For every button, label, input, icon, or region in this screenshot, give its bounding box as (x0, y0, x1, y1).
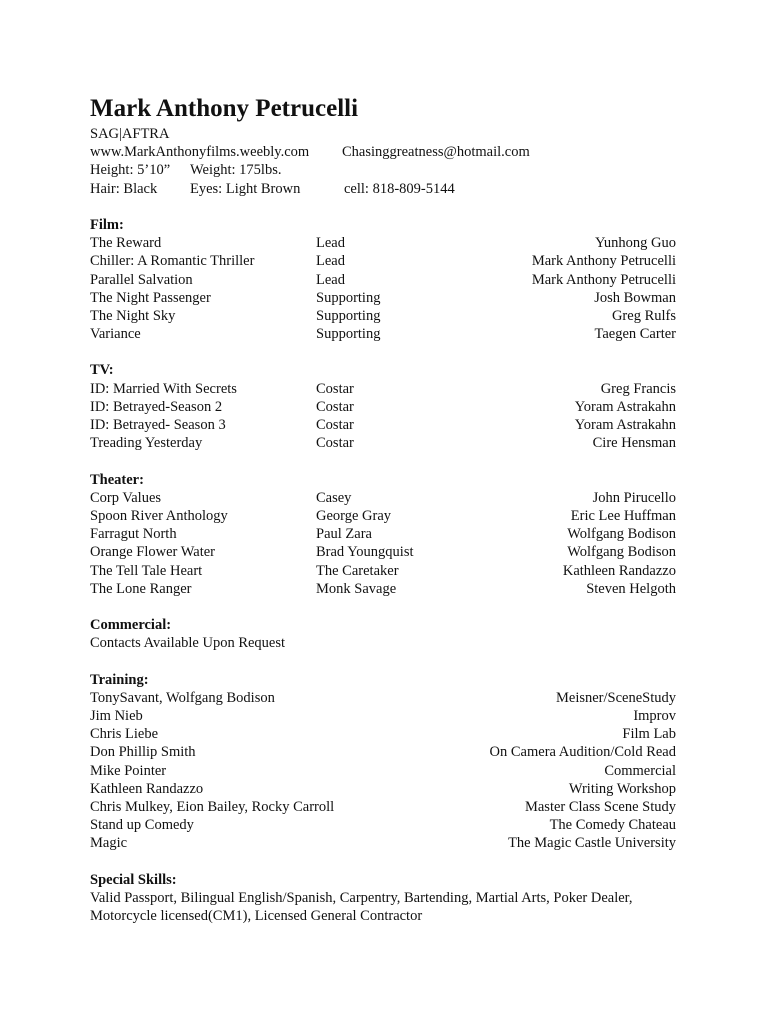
hair-text: Hair: Black (90, 180, 158, 197)
eyes-text: Eyes: Light Brown (190, 180, 301, 197)
tv-director: Yoram Astrakahn (574, 417, 676, 433)
contact-line (90, 143, 676, 161)
theater-role: The Caretaker (316, 562, 399, 579)
tv-director: Cire Hensman (592, 435, 676, 452)
theater-title: The Tell Tale Heart (90, 562, 203, 579)
theater-credit-row (90, 525, 676, 543)
theater-title: Spoon River Anthology (90, 507, 228, 524)
tv-credit-row (90, 380, 676, 398)
film-title: The Night Passenger (90, 289, 211, 306)
training-credit-row (90, 689, 676, 707)
tv-director: Greg Francis (600, 380, 676, 397)
measurements-line (90, 161, 676, 179)
training-course: Writing Workshop (568, 780, 676, 797)
film-role: Supporting (316, 326, 381, 343)
tv-role: Costar (316, 398, 354, 415)
film-credit-row (90, 289, 676, 307)
film-director: Yunhong Guo (595, 235, 676, 252)
training-course: Film Lab (622, 726, 676, 743)
special-skills-text: Valid Passport, Bilingual English/Spanish, Carpentry, Bartending, Martial Arts, Poker Dealer, Motorcycle licensed(CM1), Licensed General Contractor (90, 889, 633, 925)
film-director: Greg Rulfs (611, 307, 676, 324)
tv-credit-row (90, 398, 676, 416)
tv-title: Treading Yesterday (90, 435, 203, 452)
film-director: Mark Anthony Petrucelli (531, 271, 676, 288)
film-role: Lead (316, 235, 345, 252)
film-heading: Film: (90, 216, 124, 233)
theater-role: Monk Savage (316, 580, 397, 597)
training-course: Master Class Scene Study (524, 798, 676, 815)
theater-director: Wolfgang Bodison (567, 526, 676, 543)
special-skills-heading: Special Skills: (90, 871, 177, 888)
appearance-line (90, 180, 676, 198)
film-director: Mark Anthony Petrucelli (531, 253, 676, 270)
training-course: Improv (633, 708, 676, 724)
theater-credit-row (90, 507, 676, 525)
theater-title: Farragut North (90, 526, 177, 543)
tv-credit-row (90, 434, 676, 452)
training-course: Meisner/SceneStudy (555, 689, 676, 706)
theater-role: George Gray (316, 507, 392, 524)
training-course: Commercial (604, 762, 676, 779)
film-title: Chiller: A Romantic Thriller (90, 253, 255, 270)
film-credit-row (90, 252, 676, 270)
theater-role: Paul Zara (316, 526, 372, 543)
theater-credit-row (90, 543, 676, 561)
theater-credit-row (90, 580, 676, 598)
film-role: Lead (316, 271, 345, 288)
website-link[interactable]: www.MarkAnthonyfilms.weebly.com (90, 144, 310, 161)
training-instructor: Mike Pointer (90, 762, 167, 779)
tv-role: Costar (316, 380, 354, 397)
theater-title: Corp Values (90, 489, 162, 506)
theater-role: Casey (316, 489, 352, 506)
film-credit-row (90, 234, 676, 252)
commercial-text: Contacts Available Upon Request (90, 635, 286, 652)
film-credit-row (90, 325, 676, 343)
training-instructor: Chris Mulkey, Eion Bailey, Rocky Carroll (90, 798, 335, 815)
commercial-heading: Commercial: (90, 617, 172, 634)
film-credit-row (90, 307, 676, 325)
training-course: On Camera Audition/Cold Read (489, 744, 676, 761)
training-course: The Magic Castle University (508, 835, 676, 852)
training-instructor: Kathleen Randazzo (90, 780, 204, 797)
training-instructor: Don Phillip Smith (90, 744, 196, 761)
actor-name: Mark Anthony Petrucelli (90, 95, 359, 122)
training-credit-row (90, 707, 676, 725)
training-credit-row (90, 780, 676, 798)
tv-director: Yoram Astrakahn (574, 398, 676, 415)
theater-credit-row (90, 562, 676, 580)
theater-director: Wolfgang Bodison (567, 544, 676, 561)
training-instructor: Chris Liebe (90, 726, 159, 743)
theater-title: Orange Flower Water (90, 544, 215, 561)
training-credit-row (90, 725, 676, 743)
training-credit-row (90, 743, 676, 761)
film-title: Variance (90, 326, 141, 343)
tv-role: Costar (316, 417, 354, 433)
film-role: Lead (316, 253, 345, 270)
training-credit-row (90, 762, 676, 780)
theater-heading: Theater: (90, 471, 144, 488)
theater-director: Steven Helgoth (586, 580, 676, 597)
tv-role: Costar (316, 435, 354, 452)
theater-role: Brad Youngquist (316, 544, 414, 561)
film-director: Josh Bowman (594, 289, 676, 306)
resume-page (90, 94, 676, 925)
tv-title: ID: Married With Secrets (90, 380, 237, 397)
weight-text: Weight: 175lbs. (190, 162, 282, 179)
tv-section (90, 380, 676, 453)
film-role: Supporting (316, 307, 381, 324)
union-affiliation: SAG|AFTRA (90, 126, 170, 142)
tv-title: ID: Betrayed- Season 3 (90, 417, 226, 433)
theater-credit-row (90, 489, 676, 507)
theater-director: Eric Lee Huffman (570, 507, 676, 524)
theater-title: The Lone Ranger (90, 580, 192, 597)
training-credit-row (90, 834, 676, 852)
training-section (90, 689, 676, 853)
cell-text: cell: 818-809-5144 (344, 180, 455, 197)
training-instructor: Stand up Comedy (90, 817, 194, 834)
tv-credit-row (90, 416, 676, 434)
training-credit-row (90, 798, 676, 816)
film-title: The Reward (90, 235, 162, 252)
email-link[interactable]: Chasinggreatness@hotmail.com (342, 144, 530, 161)
film-credit-row (90, 271, 676, 289)
theater-section (90, 489, 676, 598)
theater-director: Kathleen Randazzo (562, 562, 676, 579)
theater-director: John Pirucello (592, 489, 676, 506)
height-text: Height: 5’10” (90, 162, 171, 179)
training-instructor: Jim Nieb (90, 708, 143, 724)
training-heading: Training: (90, 671, 149, 688)
tv-heading: TV: (90, 362, 114, 379)
training-credit-row (90, 816, 676, 834)
film-section (90, 234, 676, 343)
training-instructor: Magic (90, 835, 128, 852)
film-director: Taegen Carter (594, 326, 676, 343)
film-title: Parallel Salvation (90, 271, 193, 288)
training-instructor: TonySavant, Wolfgang Bodison (90, 689, 275, 706)
tv-title: ID: Betrayed-Season 2 (90, 398, 223, 415)
film-role: Supporting (316, 289, 381, 306)
training-course: The Comedy Chateau (549, 817, 676, 834)
film-title: The Night Sky (90, 307, 176, 324)
